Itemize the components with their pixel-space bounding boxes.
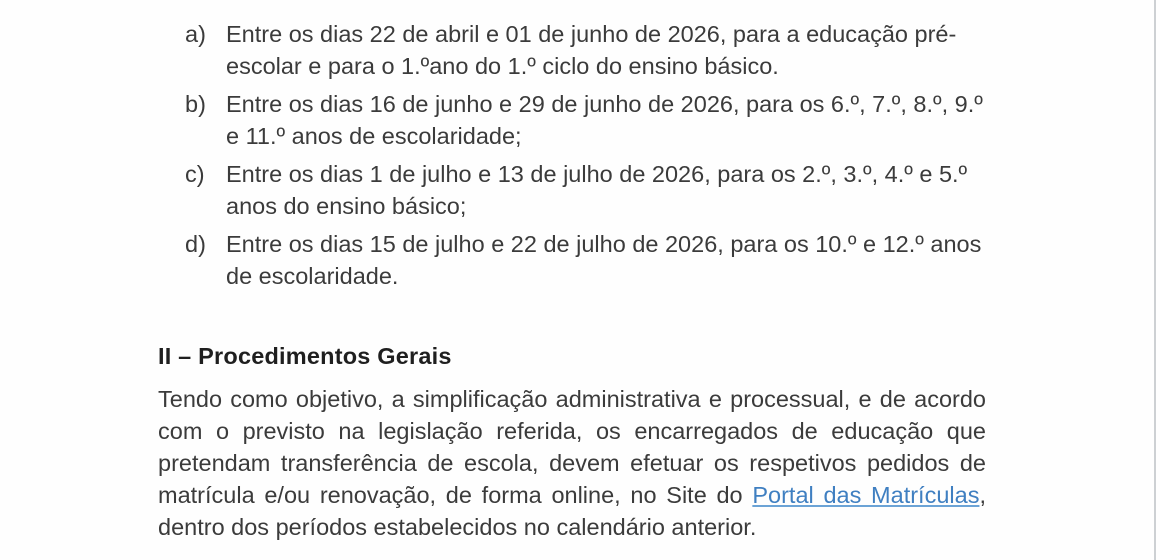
list-item-c xyxy=(185,158,1160,222)
enrollment-periods-list xyxy=(185,18,1160,292)
list-marker: c) xyxy=(185,161,205,187)
list-item-text: Entre os dias 15 de julho e 22 de julho de 2026, para os 10.º e 12.º anos de escolaridade. xyxy=(226,231,982,289)
list-item-d xyxy=(185,228,1160,292)
paragraph-text-before-link: Tendo como objetivo, a simplificação administrativa e processual, e de acordo com o previsto na legislação referida, os encarregados de educação que pretendam transferência de escola, devem efetuar os respetivos pedidos de matrícula e/ou renovação, de forma online, no Site do xyxy=(158,386,986,508)
list-item-a xyxy=(185,18,1160,82)
list-marker: d) xyxy=(185,231,206,257)
list-item-text: Entre os dias 16 de junho e 29 de junho de 2026, para os 6.º, 7.º, 8.º, 9.º e 11.º anos de escolaridade; xyxy=(226,91,983,149)
list-item-text: Entre os dias 22 de abril e 01 de junho de 2026, para a educação pré-escolar e para o 1.ºano do 1.º ciclo do ensino básico. xyxy=(226,21,957,79)
paragraph-text-after-link: , dentro dos períodos estabelecidos no calendário anterior. xyxy=(158,482,986,540)
list-item-b xyxy=(185,88,1160,152)
list-marker: a) xyxy=(185,21,206,47)
procedures-paragraph xyxy=(158,383,986,543)
list-marker: b) xyxy=(185,91,206,117)
list-item-text: Entre os dias 1 de julho e 13 de julho de 2026, para os 2.º, 3.º, 4.º e 5.º anos do ensino básico; xyxy=(226,161,968,219)
section-heading: II – Procedimentos Gerais xyxy=(158,343,452,369)
portal-das-matriculas-link[interactable]: Portal das Matrículas xyxy=(752,482,980,508)
document-content xyxy=(0,18,1160,543)
